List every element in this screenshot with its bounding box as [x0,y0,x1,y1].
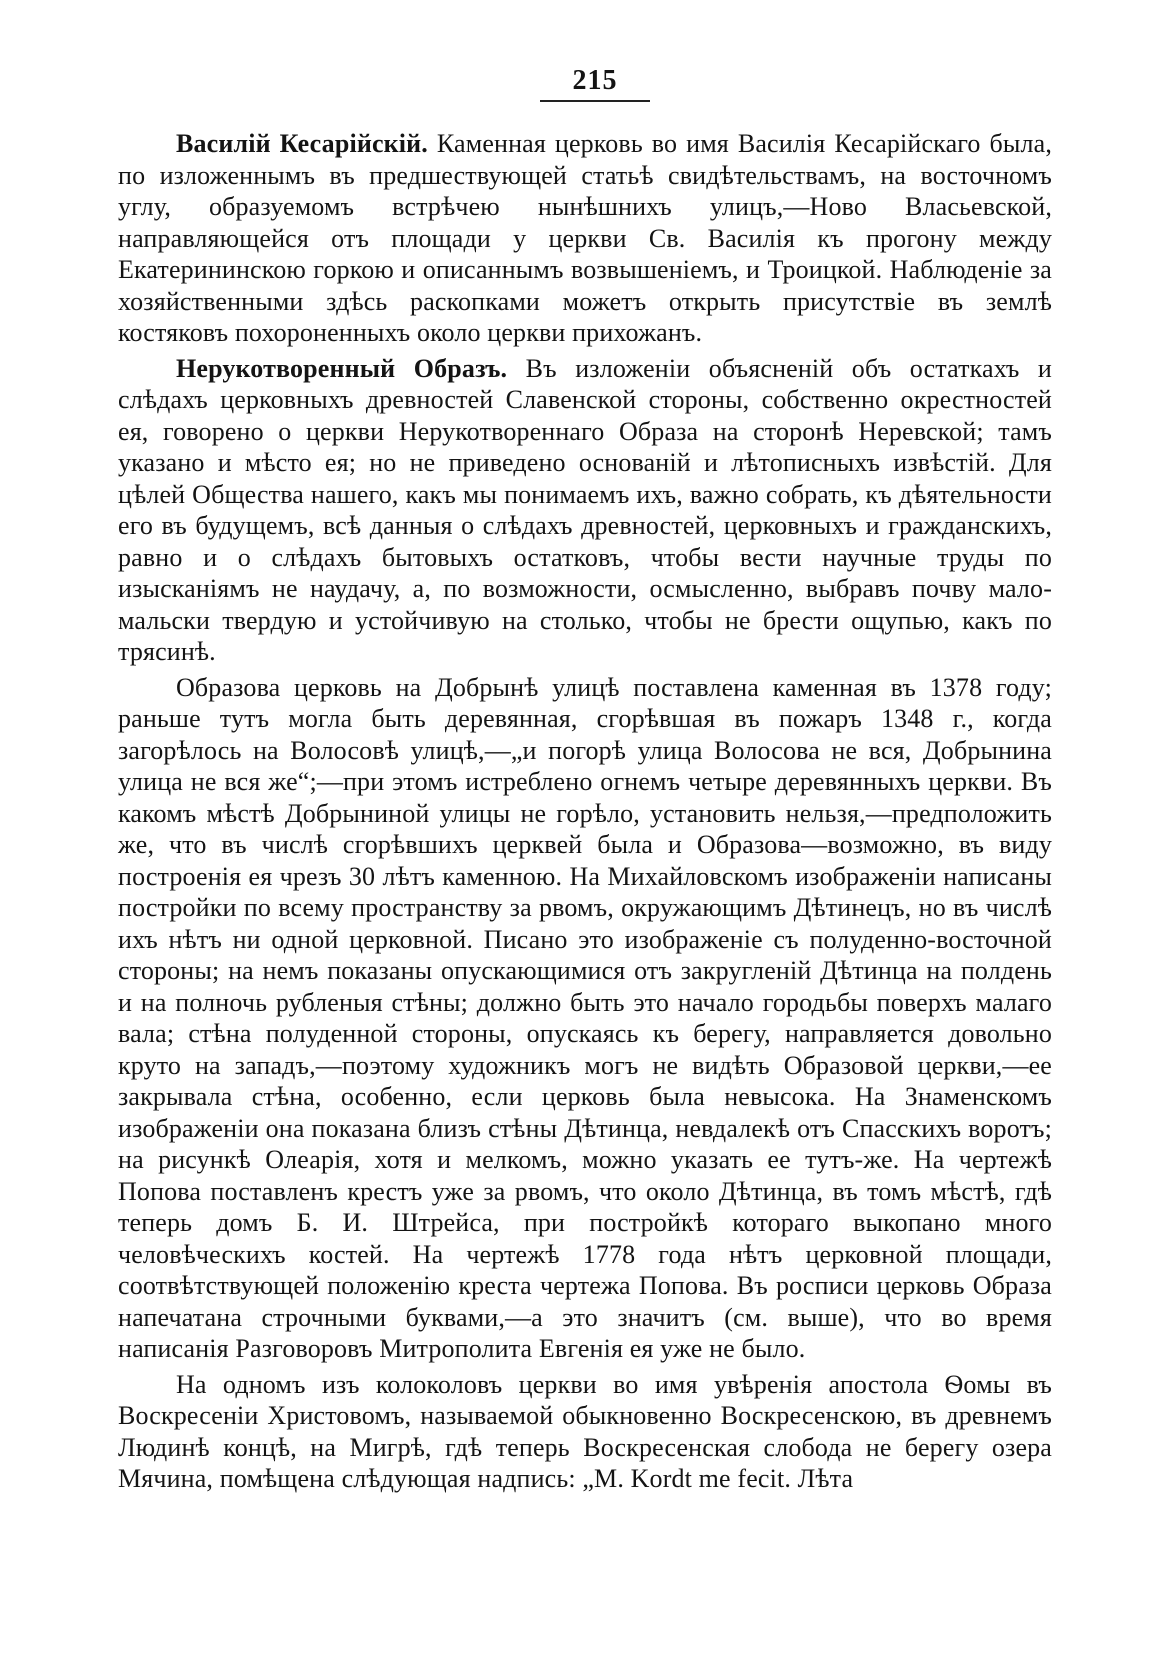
paragraph-text: Каменная церковь во имя Василія Кесарійскаго была, по изложеннымъ въ предшествующей статьѣ свидѣтельствамъ, на восточномъ углу, образуемомъ встрѣчею нынѣшнихъ улицъ,—Ново Власьевской, направляющейся отъ площади у церкви Св. Василія къ прогону между Екатерининскою горкою и описаннымъ возвышеніемъ, и Троицкой. Наблюденіе за хозяйственными здѣсь раскопками можетъ открыть присутствіе въ землѣ костяковъ похороненныхъ около церкви прихожанъ. [118,129,1052,347]
paragraph-text: Въ изложеніи объясненій объ остаткахъ и слѣдахъ церковныхъ древностей Славенской стороны, собственно окрестностей ея, говорено о церкви Нерукотвореннаго Образа на сторонѣ Неревской; тамъ указано и мѣсто ея; но не приведено основаній и лѣтописныхъ извѣстій. Для цѣлей Общества нашего, какъ мы понимаемъ ихъ, важно собрать, къ дѣятельности его въ будущемъ, всѣ данныя о слѣдахъ древностей, церковныхъ и гражданскихъ, равно и о слѣдахъ бытовыхъ остатковъ, чтобы вести научные труды по изысканіямъ не наудачу, а, по возможности, осмысленно, выбравъ почву мало-мальски твердую и устойчивую на столько, чтобы не брести ощупью, какъ по трясинѣ. [118,353,1052,666]
page-number-rule [540,100,650,102]
paragraph-heading: Василій Кесарійскій. [176,129,428,158]
page-number: 215 [572,65,618,96]
paragraph-bell-inscription [118,1369,1052,1495]
paragraph-text: На одномъ изъ колоколовъ церкви во имя увѣренія апостола Ѳомы въ Воскресеніи Христовомъ, называемой обыкновенно Воскресенскою, въ древнемъ Людинѣ концѣ, на Мигрѣ, гдѣ теперь Воскресенская слобода не берегу озера Мячина, помѣщена слѣдующая надпись: „M. Kordt me fecit. Лѣта [118,1369,1052,1493]
paragraph-obrazova-church [118,672,1052,1365]
paragraph-nerukotvorenny-obraz [118,353,1052,668]
paragraph-vasily-kesariysky [118,128,1052,349]
paragraph-text: Образова церковь на Добрынѣ улицѣ поставлена каменная въ 1378 году; раньше тутъ могла быть деревянная, сгорѣвшая въ пожаръ 1348 г., когда загорѣлось на Волосовѣ улицѣ,—„и погорѣ улица Волосова не вся, Добрынина улица не вся же“;—при этомъ истреблено огнемъ четыре деревянныхъ церкви. Въ какомъ мѣстѣ Добрыниной улицы не горѣло, установить нельзя,—предположить же, что въ числѣ сгорѣвшихъ церквей была и Образова—возможно, въ виду построенія ея чрезъ 30 лѣтъ каменною. На Михайловскомъ изображеніи написаны постройки по всему пространству за рвомъ, окружающимъ Дѣтинецъ, но въ числѣ ихъ нѣтъ ни одной церковной. Писано это изображеніе съ полуденно-восточной стороны; на немъ показаны опускающимися отъ закругленій Дѣтинца на полдень и на полночь рубленыя стѣны; должно быть это начало городьбы поверхъ малаго вала; стѣна полуденной стороны, опускаясь къ берегу, направляется довольно круто на западъ,—поэтому художникъ могъ не видѣть Образовой церкви,—ее закрывала стѣна, особенно, если церковь была невысока. На Знаменскомъ изображеніи она показана близъ стѣны Дѣтинца, невдалекѣ отъ Спасскихъ воротъ; на рисункѣ Олеарія, хотя и мелкомъ, можно указать ее тутъ-же. На чертежѣ Попова поставленъ крестъ уже за рвомъ, что около Дѣтинца, въ томъ мѣстѣ, гдѣ теперь домъ Б. И. Штрейса, при постройкѣ котораго выкопано много человѣческихъ костей. На чертежѣ 1778 года нѣтъ церковной площади, соотвѣтствующей положенію креста чертежа Попова. Въ росписи церковь Образа напечатана строчными буквами,—а это значитъ (см. выше), что во время написанія Разговоровъ Митрополита Евгенія ея уже не было. [118,672,1052,1363]
body-text [118,128,1052,1499]
paragraph-heading: Нерукотворенный Образъ. [176,353,508,383]
